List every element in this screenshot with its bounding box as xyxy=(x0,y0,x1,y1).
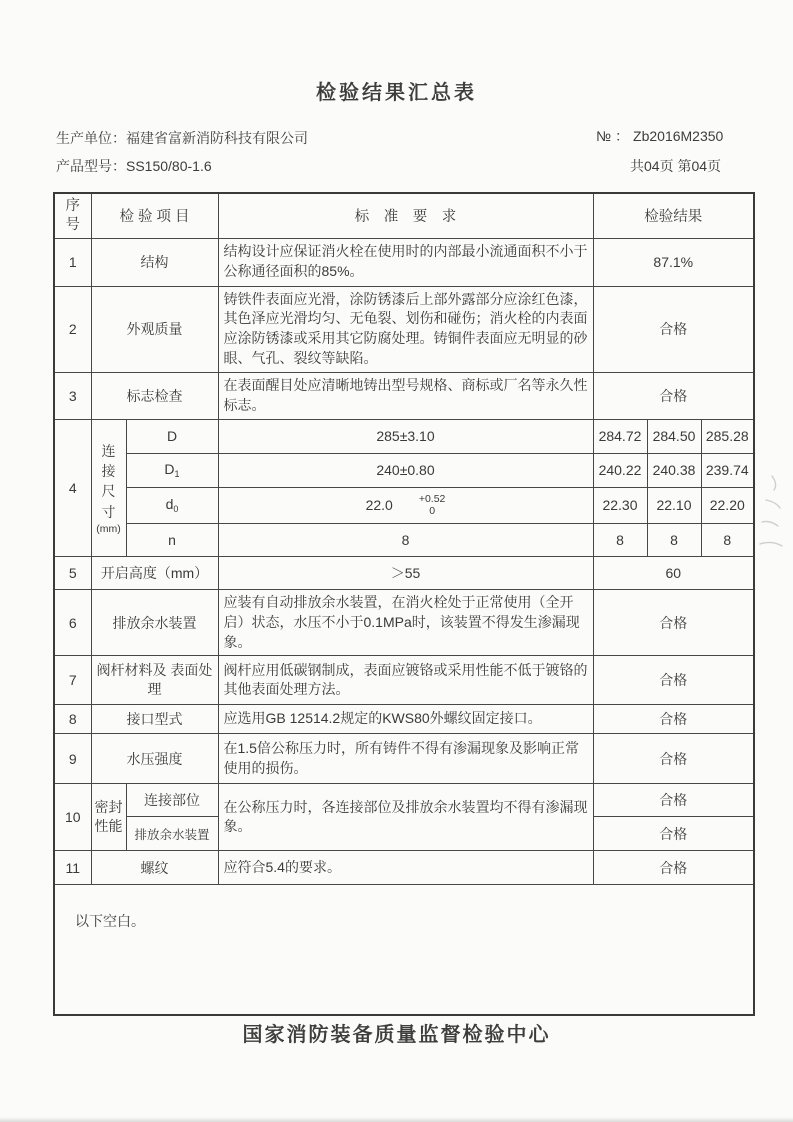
row-item: 排放余水装置 xyxy=(91,589,218,656)
row-standard-tolerance: 22.0 +0.52 0 xyxy=(218,487,593,523)
row-standard: 阀杆应用低碳钢制成，表面应镀铬或采用性能不低于镀铬的其他表面处理方法。 xyxy=(218,656,593,705)
report-number-label: №： xyxy=(596,128,634,144)
result-value: 22.30 xyxy=(593,487,647,523)
row-sub-item: 排放余水装置 xyxy=(126,817,218,851)
table-row-dimension xyxy=(54,487,754,523)
row-no: 11 xyxy=(54,851,91,885)
row-group-label: 密封性能 xyxy=(91,784,126,851)
row-item: 接口型式 xyxy=(91,705,218,734)
result-value: 8 xyxy=(593,523,647,556)
table-row-seal xyxy=(54,784,754,817)
row-item: 外观质量 xyxy=(91,286,218,373)
row-standard: 在1.5倍公称压力时，所有铸件不得有渗漏现象及影响正常使用的损伤。 xyxy=(218,734,593,784)
table-row-dimension xyxy=(54,523,754,556)
scan-bottom-edge xyxy=(0,1117,793,1122)
row-sub-item: 连接部位 xyxy=(126,784,218,817)
row-result: 合格 xyxy=(593,373,754,420)
table-blank-row xyxy=(54,885,754,1015)
model-line xyxy=(56,156,212,176)
row-result: 合格 xyxy=(593,705,754,734)
row-result: 合格 xyxy=(593,851,754,885)
header-item: 检 验 项 目 xyxy=(91,193,218,238)
row-no: 10 xyxy=(54,784,91,851)
row-standard: 285±3.10 xyxy=(218,419,593,453)
result-value: 22.10 xyxy=(647,487,701,523)
table-header-row xyxy=(54,193,754,238)
table-row xyxy=(54,556,754,589)
row-standard: 在表面醒目处应清晰地铸出型号规格、商标或厂名等永久性标志。 xyxy=(218,373,593,420)
result-value: 239.74 xyxy=(701,453,754,487)
row-no: 9 xyxy=(54,734,91,784)
row-item: 水压强度 xyxy=(91,734,218,784)
table-row xyxy=(54,286,754,373)
row-standard: 应装有自动排放余水装置，在消火栓处于正常使用（全开启）状态，水压不小于0.1MPa时，该装置不得发生渗漏现象。 xyxy=(218,589,593,656)
page-title: 检验结果汇总表 xyxy=(316,82,477,104)
row-result: 60 xyxy=(593,556,754,589)
row-result: 合格 xyxy=(593,784,754,817)
param-name: $D_1$ xyxy=(126,453,218,487)
row-item: 结构 xyxy=(91,238,218,286)
row-no: 1 xyxy=(54,238,91,286)
table-row xyxy=(54,589,754,656)
row-standard: ＞55 xyxy=(218,556,593,589)
param-name: n xyxy=(126,523,218,556)
row-item: 标志检查 xyxy=(91,373,218,420)
table-row xyxy=(54,656,754,705)
result-value: 285.28 xyxy=(701,419,754,453)
margin-handwriting-mark xyxy=(752,470,790,580)
inspection-results-table xyxy=(53,192,755,1016)
report-number-value: Zb2016M2350 xyxy=(633,128,724,144)
row-result: 合格 xyxy=(593,286,754,373)
row-result: 合格 xyxy=(593,656,754,705)
producer-label: 生产单位： xyxy=(56,130,126,146)
header-result: 检验结果 xyxy=(593,193,754,238)
row-result: 合格 xyxy=(593,817,754,851)
row-group-label: 连接尺寸 (mm) xyxy=(91,419,126,556)
tolerance-upper: +0.52 xyxy=(418,493,446,506)
result-value: 8 xyxy=(647,523,701,556)
table-row xyxy=(54,734,754,784)
table-row-dimension xyxy=(54,419,754,453)
result-value: 284.50 xyxy=(647,419,701,453)
page-count: 共04页 第04页 xyxy=(630,158,722,174)
report-number-line xyxy=(596,126,723,146)
table-row-dimension xyxy=(54,453,754,487)
row-result: 合格 xyxy=(593,734,754,784)
result-value: 240.22 xyxy=(593,453,647,487)
row-result: 合格 xyxy=(593,589,754,656)
model-value: SS150/80-1.6 xyxy=(126,158,212,174)
result-value: 284.72 xyxy=(593,419,647,453)
row-standard: 铸铁件表面应光滑，涂防锈漆后上部外露部分应涂红色漆，其色泽应光滑均匀、无龟裂、划伤和碰伤；消火栓的内表面应涂防锈漆或采用其它防腐处理。铸铜件表面应无明显的砂眼、气孔、裂纹等缺陷。 xyxy=(218,286,593,373)
row-standard: 应选用GB 12514.2规定的KWS80外螺纹固定接口。 xyxy=(218,705,593,734)
row-standard: 应符合5.4的要求。 xyxy=(218,851,593,885)
table-row xyxy=(54,851,754,885)
table-row xyxy=(54,705,754,734)
producer-value: 福建省富新消防科技有限公司 xyxy=(126,130,308,146)
header-index: 序号 xyxy=(54,193,91,238)
row-no: 5 xyxy=(54,556,91,589)
model-label: 产品型号： xyxy=(56,158,126,174)
param-name: $d_0$ xyxy=(126,487,218,523)
row-result: 87.1% xyxy=(593,238,754,286)
group-unit: (mm) xyxy=(96,522,121,535)
result-value: 240.38 xyxy=(647,453,701,487)
param-name: D xyxy=(126,419,218,453)
header-standard: 标 准 要 求 xyxy=(218,193,593,238)
row-no: 6 xyxy=(54,589,91,656)
row-item: 螺纹 xyxy=(91,851,218,885)
row-standard: 结构设计应保证消火栓在使用时的内部最小流通面积不小于公称通径面积的85%。 xyxy=(218,238,593,286)
result-value: 8 xyxy=(701,523,754,556)
row-standard: 8 xyxy=(218,523,593,556)
producer-line xyxy=(56,128,308,148)
row-no: 8 xyxy=(54,705,91,734)
tolerance-lower: 0 xyxy=(429,505,436,518)
row-no: 4 xyxy=(54,419,91,556)
row-standard: 240±0.80 xyxy=(218,453,593,487)
issuing-center-footer: 国家消防装备质量监督检验中心 xyxy=(242,1024,551,1046)
row-no: 3 xyxy=(54,373,91,420)
row-item: 开启高度（mm） xyxy=(91,556,218,589)
row-standard: 在公称压力时，各连接部位及排放余水装置均不得有渗漏现象。 xyxy=(218,784,593,851)
row-no: 2 xyxy=(54,286,91,373)
result-value: 22.20 xyxy=(701,487,754,523)
row-item: 阀杆材料及 表面处理 xyxy=(91,656,218,705)
row-no: 7 xyxy=(54,656,91,705)
blank-note: 以下空白。 xyxy=(54,885,754,1015)
table-row xyxy=(54,373,754,420)
table-row xyxy=(54,238,754,286)
